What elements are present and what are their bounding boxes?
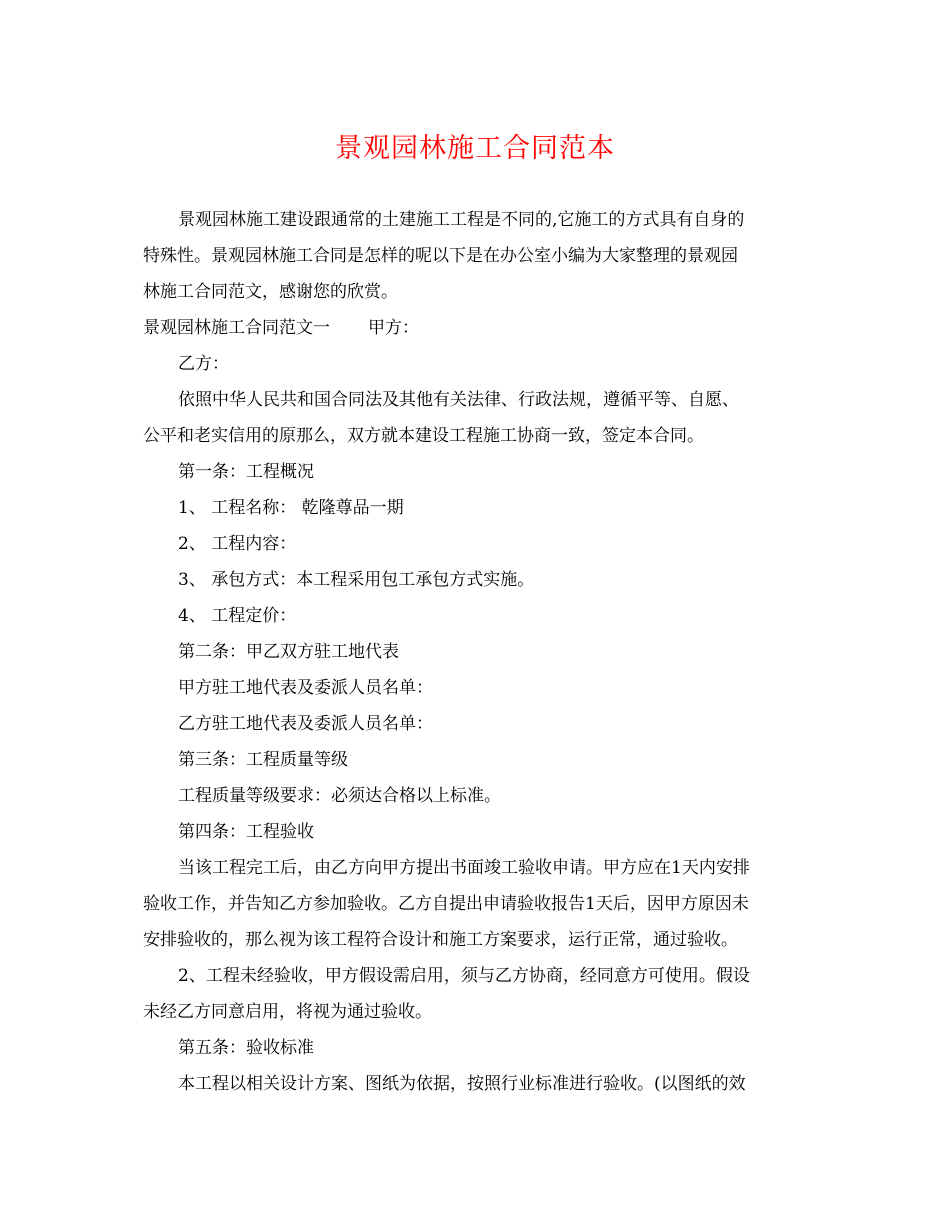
paragraph-line: 验收工作，并告知乙方参加验收。乙方自提出申请验收报告1天后，因甲方原因未 [143,894,749,914]
document-body [143,202,813,1102]
party-b-label: 乙方： [178,354,229,374]
paragraph-line: 安排验收的，那么视为该工程符合设计和施工方案要求，运行正常，通过验收。 [143,930,738,950]
paragraph-line: 依照中华人民共和国合同法及其他有关法律、行政法规，遵循平等、自愿、 [178,390,739,410]
paragraph-line: 当该工程完工后，由乙方向甲方提出书面竣工验收申请。甲方应在1天内安排 [178,858,750,878]
paragraph-line: 本工程以相关设计方案、图纸为依据，按照行业标准进行验收。(以图纸的效 [178,1074,746,1094]
contract-header-line [143,310,813,346]
article-heading: 第一条：工程概况 [178,462,314,482]
document-title: 景观园林施工合同范本 [335,133,615,164]
party-a-label: 甲方： [368,318,419,338]
list-item: 2、 工程内容： [178,534,297,554]
article-heading: 第五条：验收标准 [178,1038,314,1058]
list-item: 1、 工程名称： 乾隆尊品一期 [178,498,404,518]
list-item: 3、 承包方式：本工程采用包工承包方式实施。 [178,570,535,590]
paragraph-line: 未经乙方同意启用，将视为通过验收。 [143,1002,432,1022]
contract-subtitle: 景观园林施工合同范文一 [143,318,330,338]
paragraph-line: 特殊性。景观园林施工合同是怎样的呢以下是在办公室小编为大家整理的景观园 [143,246,738,266]
paragraph-line: 公平和老实信用的原那么，双方就本建设工程施工协商一致，签定本合同。 [143,426,704,446]
paragraph-line: 2、工程未经验收，甲方假设需启用，须与乙方协商，经同意方可使用。假设 [178,966,750,986]
paragraph-line: 景观园林施工建设跟通常的土建施工工程是不同的,它施工的方式具有自身的 [178,210,745,230]
article-heading: 第三条：工程质量等级 [178,750,348,770]
paragraph-line: 林施工合同范文，感谢您的欣赏。 [143,282,398,302]
paragraph-line: 乙方驻工地代表及委派人员名单： [178,714,433,734]
article-heading: 第四条：工程验收 [178,822,314,842]
paragraph-line: 工程质量等级要求：必须达合格以上标准。 [178,786,501,806]
paragraph-line: 甲方驻工地代表及委派人员名单： [178,678,433,698]
list-item: 4、 工程定价： [178,606,297,626]
article-heading: 第二条：甲乙双方驻工地代表 [178,642,399,662]
